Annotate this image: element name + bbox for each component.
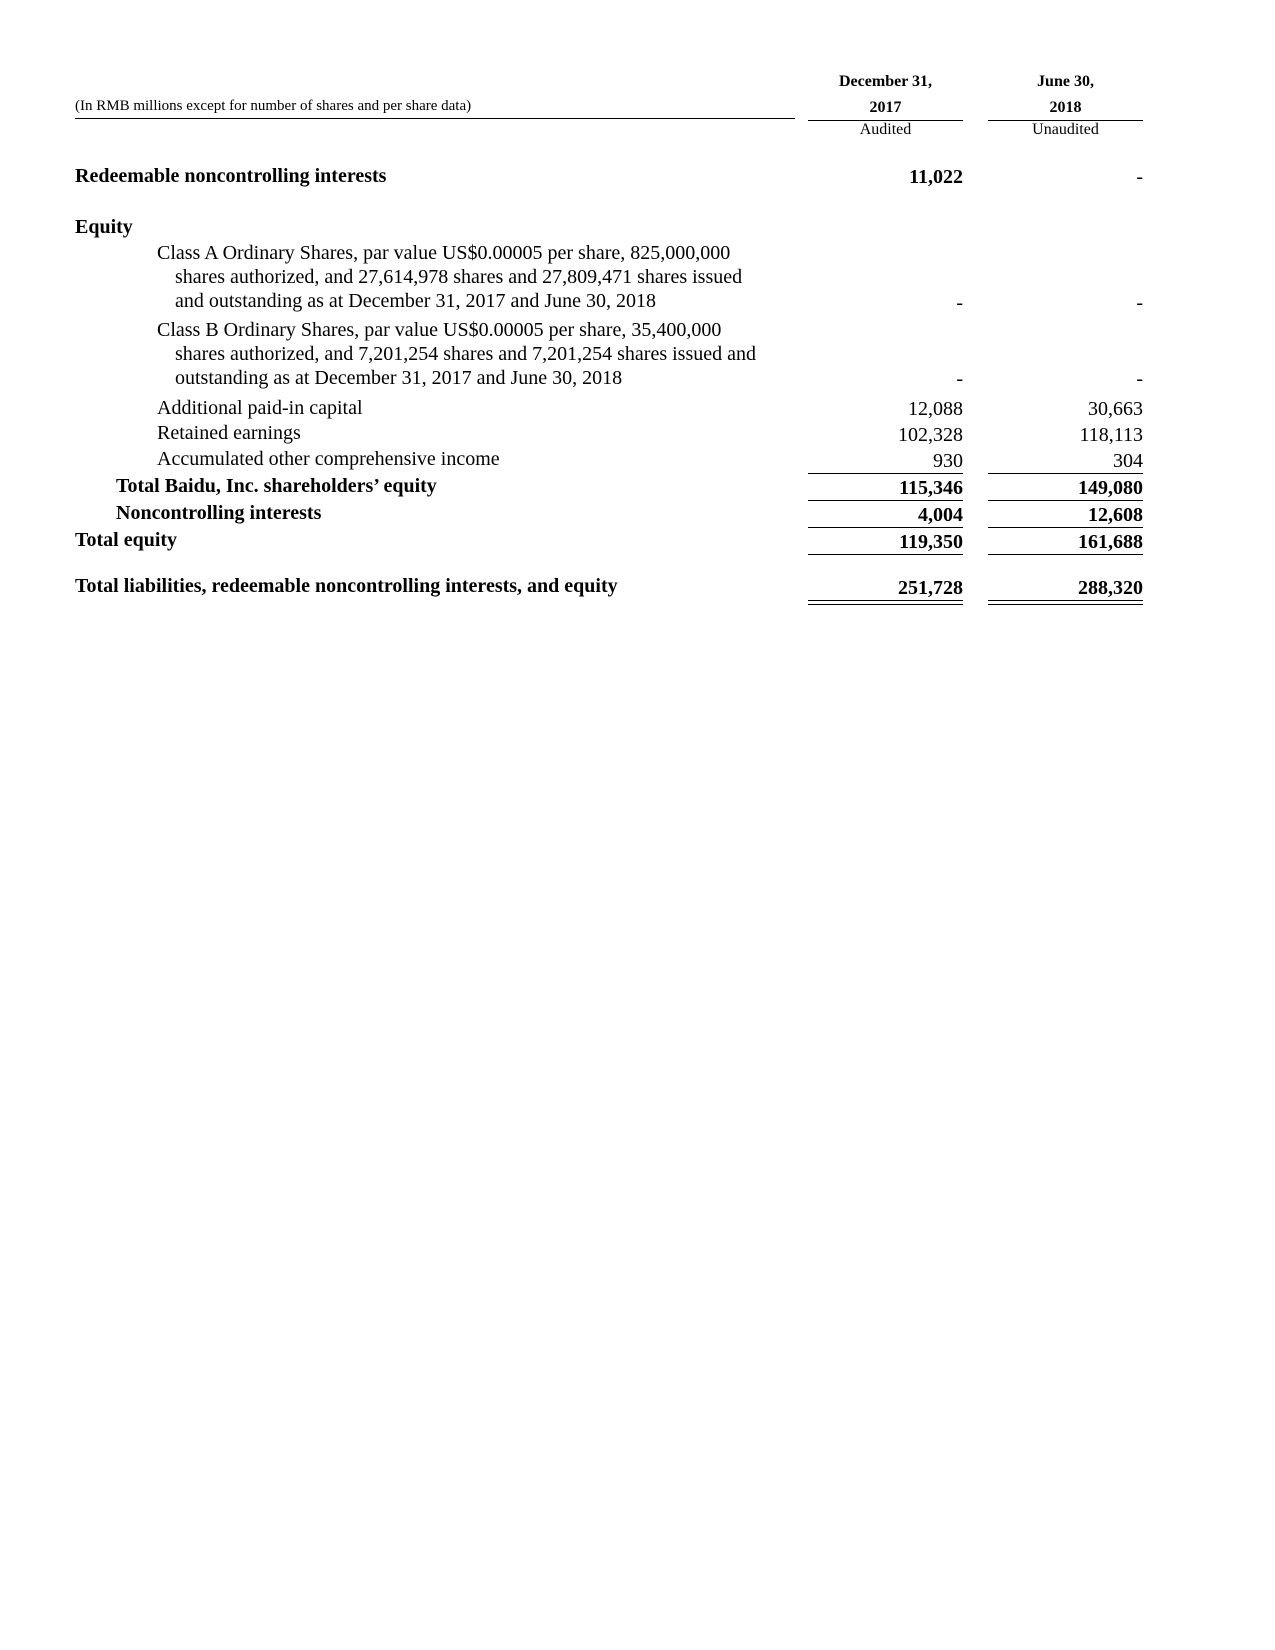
header-rule	[75, 118, 795, 119]
class-b-line1: Class B Ordinary Shares, par value US$0.00005 per share, 35,400,000	[157, 319, 722, 341]
class-a-line3: and outstanding as at December 31, 2017 and June 30, 2018	[175, 290, 657, 312]
apic-value-2017: 12,088	[908, 398, 963, 420]
nci-value-2017: 4,004	[918, 504, 963, 526]
col1-header-line1: December 31,	[839, 73, 932, 90]
total-equity-rule-2017	[808, 554, 963, 555]
total-liabilities-double-rule-2017	[808, 600, 963, 605]
class-a-line1: Class A Ordinary Shares, par value US$0.00005 per share, 825,000,000	[157, 242, 731, 264]
redeemable-value-2017: 11,022	[909, 166, 963, 188]
retained-value-2017: 102,328	[898, 424, 963, 446]
class-b-line3: outstanding as at December 31, 2017 and June 30, 2018	[175, 367, 623, 389]
col2-status: Unaudited	[1032, 121, 1099, 138]
aoci-rule-2018	[988, 473, 1143, 474]
total-baidu-value-2017: 115,346	[899, 477, 963, 499]
total-equity-label: Total equity	[75, 529, 178, 551]
class-a-value-2017: -	[956, 292, 963, 314]
total-baidu-label: Total Baidu, Inc. shareholders’ equity	[116, 475, 437, 497]
nci-label: Noncontrolling interests	[116, 502, 322, 524]
class-b-line2: shares authorized, and 7,201,254 shares and 7,201,254 shares issued and	[175, 343, 756, 365]
total-equity-value-2018: 161,688	[1078, 531, 1143, 553]
class-a-value-2018: -	[1136, 292, 1143, 314]
apic-label: Additional paid-in capital	[157, 397, 363, 419]
aoci-value-2017: 930	[933, 450, 963, 472]
total-liabilities-double-rule-2018	[988, 600, 1143, 605]
aoci-rule-2017	[808, 473, 963, 474]
nci-rule-2017	[808, 527, 963, 528]
retained-label: Retained earnings	[157, 422, 301, 444]
redeemable-value-2018: -	[1136, 166, 1143, 188]
total-baidu-value-2018: 149,080	[1078, 477, 1143, 499]
col1-header-line2: 2017	[869, 99, 902, 116]
total-liabilities-value-2017: 251,728	[898, 577, 963, 599]
col1-status: Audited	[859, 121, 912, 138]
total-baidu-rule-2018	[988, 500, 1143, 501]
apic-value-2018: 30,663	[1088, 398, 1143, 420]
class-a-line2: shares authorized, and 27,614,978 shares and 27,809,471 shares issued	[175, 266, 743, 288]
unit-note: (In RMB millions except for number of shares and per share data)	[75, 98, 472, 114]
class-b-value-2018: -	[1136, 368, 1143, 390]
nci-rule-2018	[988, 527, 1143, 528]
retained-value-2018: 118,113	[1079, 424, 1143, 446]
col2-header-line1: June 30,	[1037, 73, 1094, 90]
total-liabilities-value-2018: 288,320	[1078, 577, 1143, 599]
class-b-value-2017: -	[956, 368, 963, 390]
total-baidu-rule-2017	[808, 500, 963, 501]
col2-header-line2: 2018	[1049, 99, 1082, 116]
total-liabilities-label: Total liabilities, redeemable noncontrolling interests, and equity	[75, 575, 618, 597]
aoci-label: Accumulated other comprehensive income	[157, 448, 500, 470]
aoci-value-2018: 304	[1113, 450, 1143, 472]
equity-heading: Equity	[75, 216, 133, 238]
nci-value-2018: 12,608	[1088, 504, 1143, 526]
total-equity-value-2017: 119,350	[899, 531, 963, 553]
redeemable-label: Redeemable noncontrolling interests	[75, 165, 387, 187]
total-equity-rule-2018	[988, 554, 1143, 555]
